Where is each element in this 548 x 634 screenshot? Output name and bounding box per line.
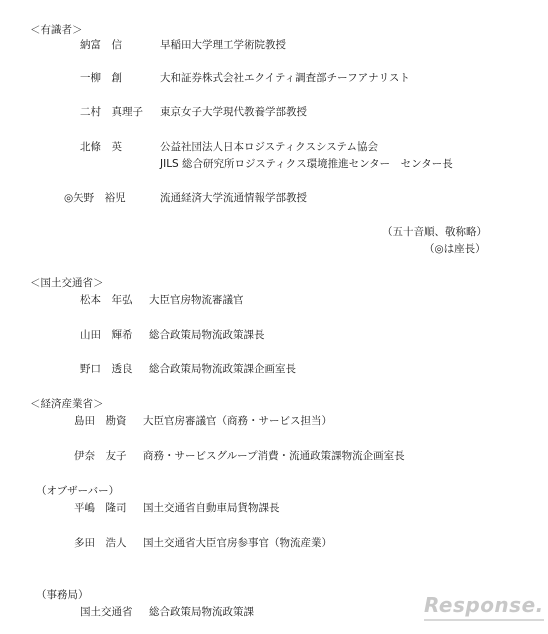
chair-note: （◎は座長） xyxy=(424,243,486,255)
member-title: 流通経済大学流通情報学部教授 xyxy=(160,192,307,204)
member-title: 大臣官房物流審議官 xyxy=(149,294,244,306)
member-title: 大和証券株式会社エクイティ調査部チーフアナリスト xyxy=(160,72,410,84)
secretariat-org: 国土交通省 xyxy=(80,606,133,618)
member-name: 島田 勘資 xyxy=(74,415,127,427)
member-title: 総合政策局物流政策課長 xyxy=(149,329,265,341)
response-watermark-logo: Response. xyxy=(424,593,544,617)
member-title: JILS 総合研究所ロジスティクス環境推進センター センター長 xyxy=(160,158,453,170)
section-heading-observers: （オブザーバー） xyxy=(36,485,120,497)
member-title: 大臣官房審議官（商務・サービス担当） xyxy=(143,415,332,427)
secretariat-division: 総合政策局物流政策課 xyxy=(149,606,254,618)
member-title: 公益社団法人日本ロジスティクスシステム協会 xyxy=(160,141,378,153)
member-name: 納富 信 xyxy=(80,39,122,51)
member-name: 野口 透良 xyxy=(80,363,133,375)
member-name: 一柳 創 xyxy=(80,72,122,84)
member-title: 東京女子大学現代教養学部教授 xyxy=(160,106,307,118)
member-name: 平嶋 隆司 xyxy=(74,502,127,514)
order-note: （五十音順、敬称略） xyxy=(382,226,487,238)
member-title: 商務・サービスグループ消費・流通政策課物流企画室長 xyxy=(143,450,405,462)
member-name: 伊奈 友子 xyxy=(74,450,127,462)
member-name: 北條 英 xyxy=(80,141,122,153)
member-title: 総合政策局物流政策課企画室長 xyxy=(149,363,296,375)
member-name: 山田 輝希 xyxy=(80,329,133,341)
member-name-chair: ◎矢野 裕児 xyxy=(64,192,126,204)
member-title: 国土交通省大臣官房参事官（物流産業） xyxy=(143,537,332,549)
member-name: 多田 浩人 xyxy=(74,537,127,549)
section-heading-secretariat: （事務局） xyxy=(36,589,89,601)
member-title: 早稲田大学理工学術院教授 xyxy=(160,39,286,51)
watermark-underline xyxy=(424,619,544,621)
member-title: 国土交通省自動車局貨物課長 xyxy=(143,502,280,514)
member-name: 松本 年弘 xyxy=(80,294,133,306)
section-heading-meti: ＜経済産業省＞ xyxy=(30,398,104,410)
member-name: 二村 真理子 xyxy=(80,106,143,118)
section-heading-mlit: ＜国土交通省＞ xyxy=(30,277,104,289)
section-heading-experts: ＜有識者＞ xyxy=(30,24,83,36)
